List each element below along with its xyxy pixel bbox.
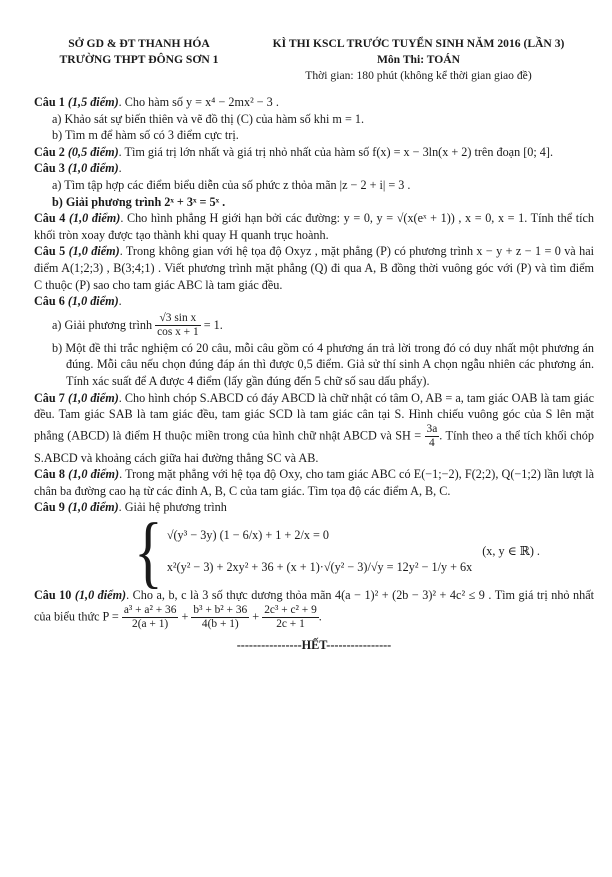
question-1b: b) Tìm m để hàm số có 3 điểm cực trị. [52, 128, 239, 143]
fraction: $\frac{\text{√3 sin x}}{\text{cos x + 1}}$ [157, 312, 199, 339]
question-2: Câu 2 (0,5 điểm). Tìm giá trị lớn nhất và giá trị nhỏ nhất của hàm số f(x) = x − 3ln(x + 2) trên đoạn [0; 4]. [34, 144, 554, 159]
question-6: Câu 6 (1,0 điểm). [34, 294, 122, 309]
fraction: $\frac{\text{a³ + a² + 36}}{2(a + 1)}$ [123, 603, 177, 630]
question-8: Câu 8 (1,0 điểm). Trong mặt phẳng với hệ tọa độ Oxy, cho tam giác ABC có E(−1;−2), F(2;2), Q(−1;2) lần lượt là chân ba đường cao hạ từ các đỉnh A, B, C của tam giác. Tìm tọa độ các điểm A, B, C. [34, 467, 594, 498]
equation-system [134, 506, 594, 596]
end-mark: ----------------HẾT---------------- [236, 637, 392, 652]
school-name: TRƯỜNG THPT ĐÔNG SƠN 1 [59, 53, 219, 66]
equation-2: x²(y² − 3) + 2xy² + 36 + (x + 1)·√(y² − 3)/√y = 12y² − 1/y + 6x [166, 560, 473, 575]
brace-symbol: { [134, 506, 163, 596]
department-name: SỞ GD & ĐT THANH HÓA [68, 37, 210, 50]
question-7: Câu 7 (1,0 điểm). Cho hình chóp S.ABCD có đáy ABCD là chữ nhật có tâm O, AB = a, tam giác OAB là tam giác đều. Tam giác SAB là tam giác đều, tam giác SCD là tam giác cân tại S. Hình chiếu vuông góc của S lên mặt phẳng (ABCD) là điểm H thuộc miền trong của hình chữ nhật ABCD và SH = $\frac{3a}{4}$ . Tính theo a thể tích khối chóp S.ABCD và khoảng cách giữa hai đường thẳng SC và AB. [34, 390, 594, 465]
equation-1: √(y³ − 3y) (1 − 6/x) + 1 + 2/x = 0 [166, 528, 329, 543]
exam-content [34, 94, 594, 653]
question-3a: a) Tìm tập hợp các điểm biểu diễn của số phức z thỏa mãn |z − 2 + i| = 3 . [52, 177, 411, 192]
question-3b: b) Giải phương trình 2ˣ + 3ˣ = 5ˣ . [52, 194, 226, 209]
question-6a: a) Giải phương trình $\frac{\text{√3 sin x}}{\text{cos x + 1}}$ = 1. [52, 312, 223, 339]
question-1: Câu 1 (1,5 điểm). Cho hàm số y = x⁴ − 2mx² − 3 . [34, 95, 279, 109]
question-6b: b) Một đề thi trắc nghiệm có 20 câu, mỗi câu gồm có 4 phương án trả lời trong đó có duy nhất một phương án đúng. Mỗi câu nếu chọn đúng đáp án thì được 0,5 điểm. Giả sử thí sinh A chọn ngẫu nhiên các phương án. Tính xác suất để A được 4 điểm (lấy gần đúng đến 5 chữ số sau dấu phẩy). [52, 340, 594, 388]
question-3: Câu 3 (1,0 điểm). [34, 161, 122, 176]
question-4: Câu 4 (1,0 điểm). Cho hình phẳng H giới hạn bởi các đường: y = 0, y = √(x(eˣ + 1)) , x = 0, x = 1. Tính thể tích khối tròn xoay được tạo thành khi quay H quanh trục hoành. [34, 211, 594, 242]
exam-header [246, 36, 591, 84]
fraction: $\frac{3a}{4}$ [426, 422, 438, 449]
exam-subject: Môn Thi: TOÁN [376, 53, 461, 66]
equation-domain: (x, y ∈ ℝ) . [482, 543, 540, 558]
exam-title: KÌ THI KSCL TRƯỚC TUYỂN SINH NĂM 2016 (LẦN 3) [272, 37, 565, 50]
question-10: Câu 10 (1,0 điểm). Cho a, b, c là 3 số thực dương thỏa mãn 4(a − 1)² + (2b − 3)² + 4c² ≤ 9 . Tìm giá trị nhỏ nhất của biểu thức P = $\frac{\text{a³ + a² + 36}}{2(a + 1)}$ + $\frac{\text{b³ + b² + 36}}{4(b + 1)}$ + $\frac{\text{2c³ + c² + 9}}{2c + 1}$ . [34, 588, 595, 630]
fraction: $\frac{\text{b³ + b² + 36}}{4(b + 1)}$ [193, 603, 248, 630]
fraction: $\frac{\text{2c³ + c² + 9}}{2c + 1}$ [264, 603, 317, 630]
question-1a: a) Khảo sát sự biến thiên và vẽ đồ thị (C) của hàm số khi m = 1. [52, 111, 365, 126]
question-9: Câu 9 (1,0 điểm). Giải hệ phương trình [34, 500, 227, 515]
school-header [34, 36, 244, 68]
question-5: Câu 5 (1,0 điểm). Trong không gian với hệ tọa độ Oxyz , mặt phẳng (P) có phương trình x − y + z − 1 = 0 và hai điểm A(1;2;3) , B(3;4;1) . Viết phương trình mặt phẳng (Q) đi qua A, B đồng thời vuông góc với (P) và tìm điểm C thuộc (P) sao cho tam giác ABC là tam giác đều. [34, 244, 594, 292]
exam-time: Thời gian: 180 phút (không kể thời gian giao đề) [305, 69, 532, 82]
